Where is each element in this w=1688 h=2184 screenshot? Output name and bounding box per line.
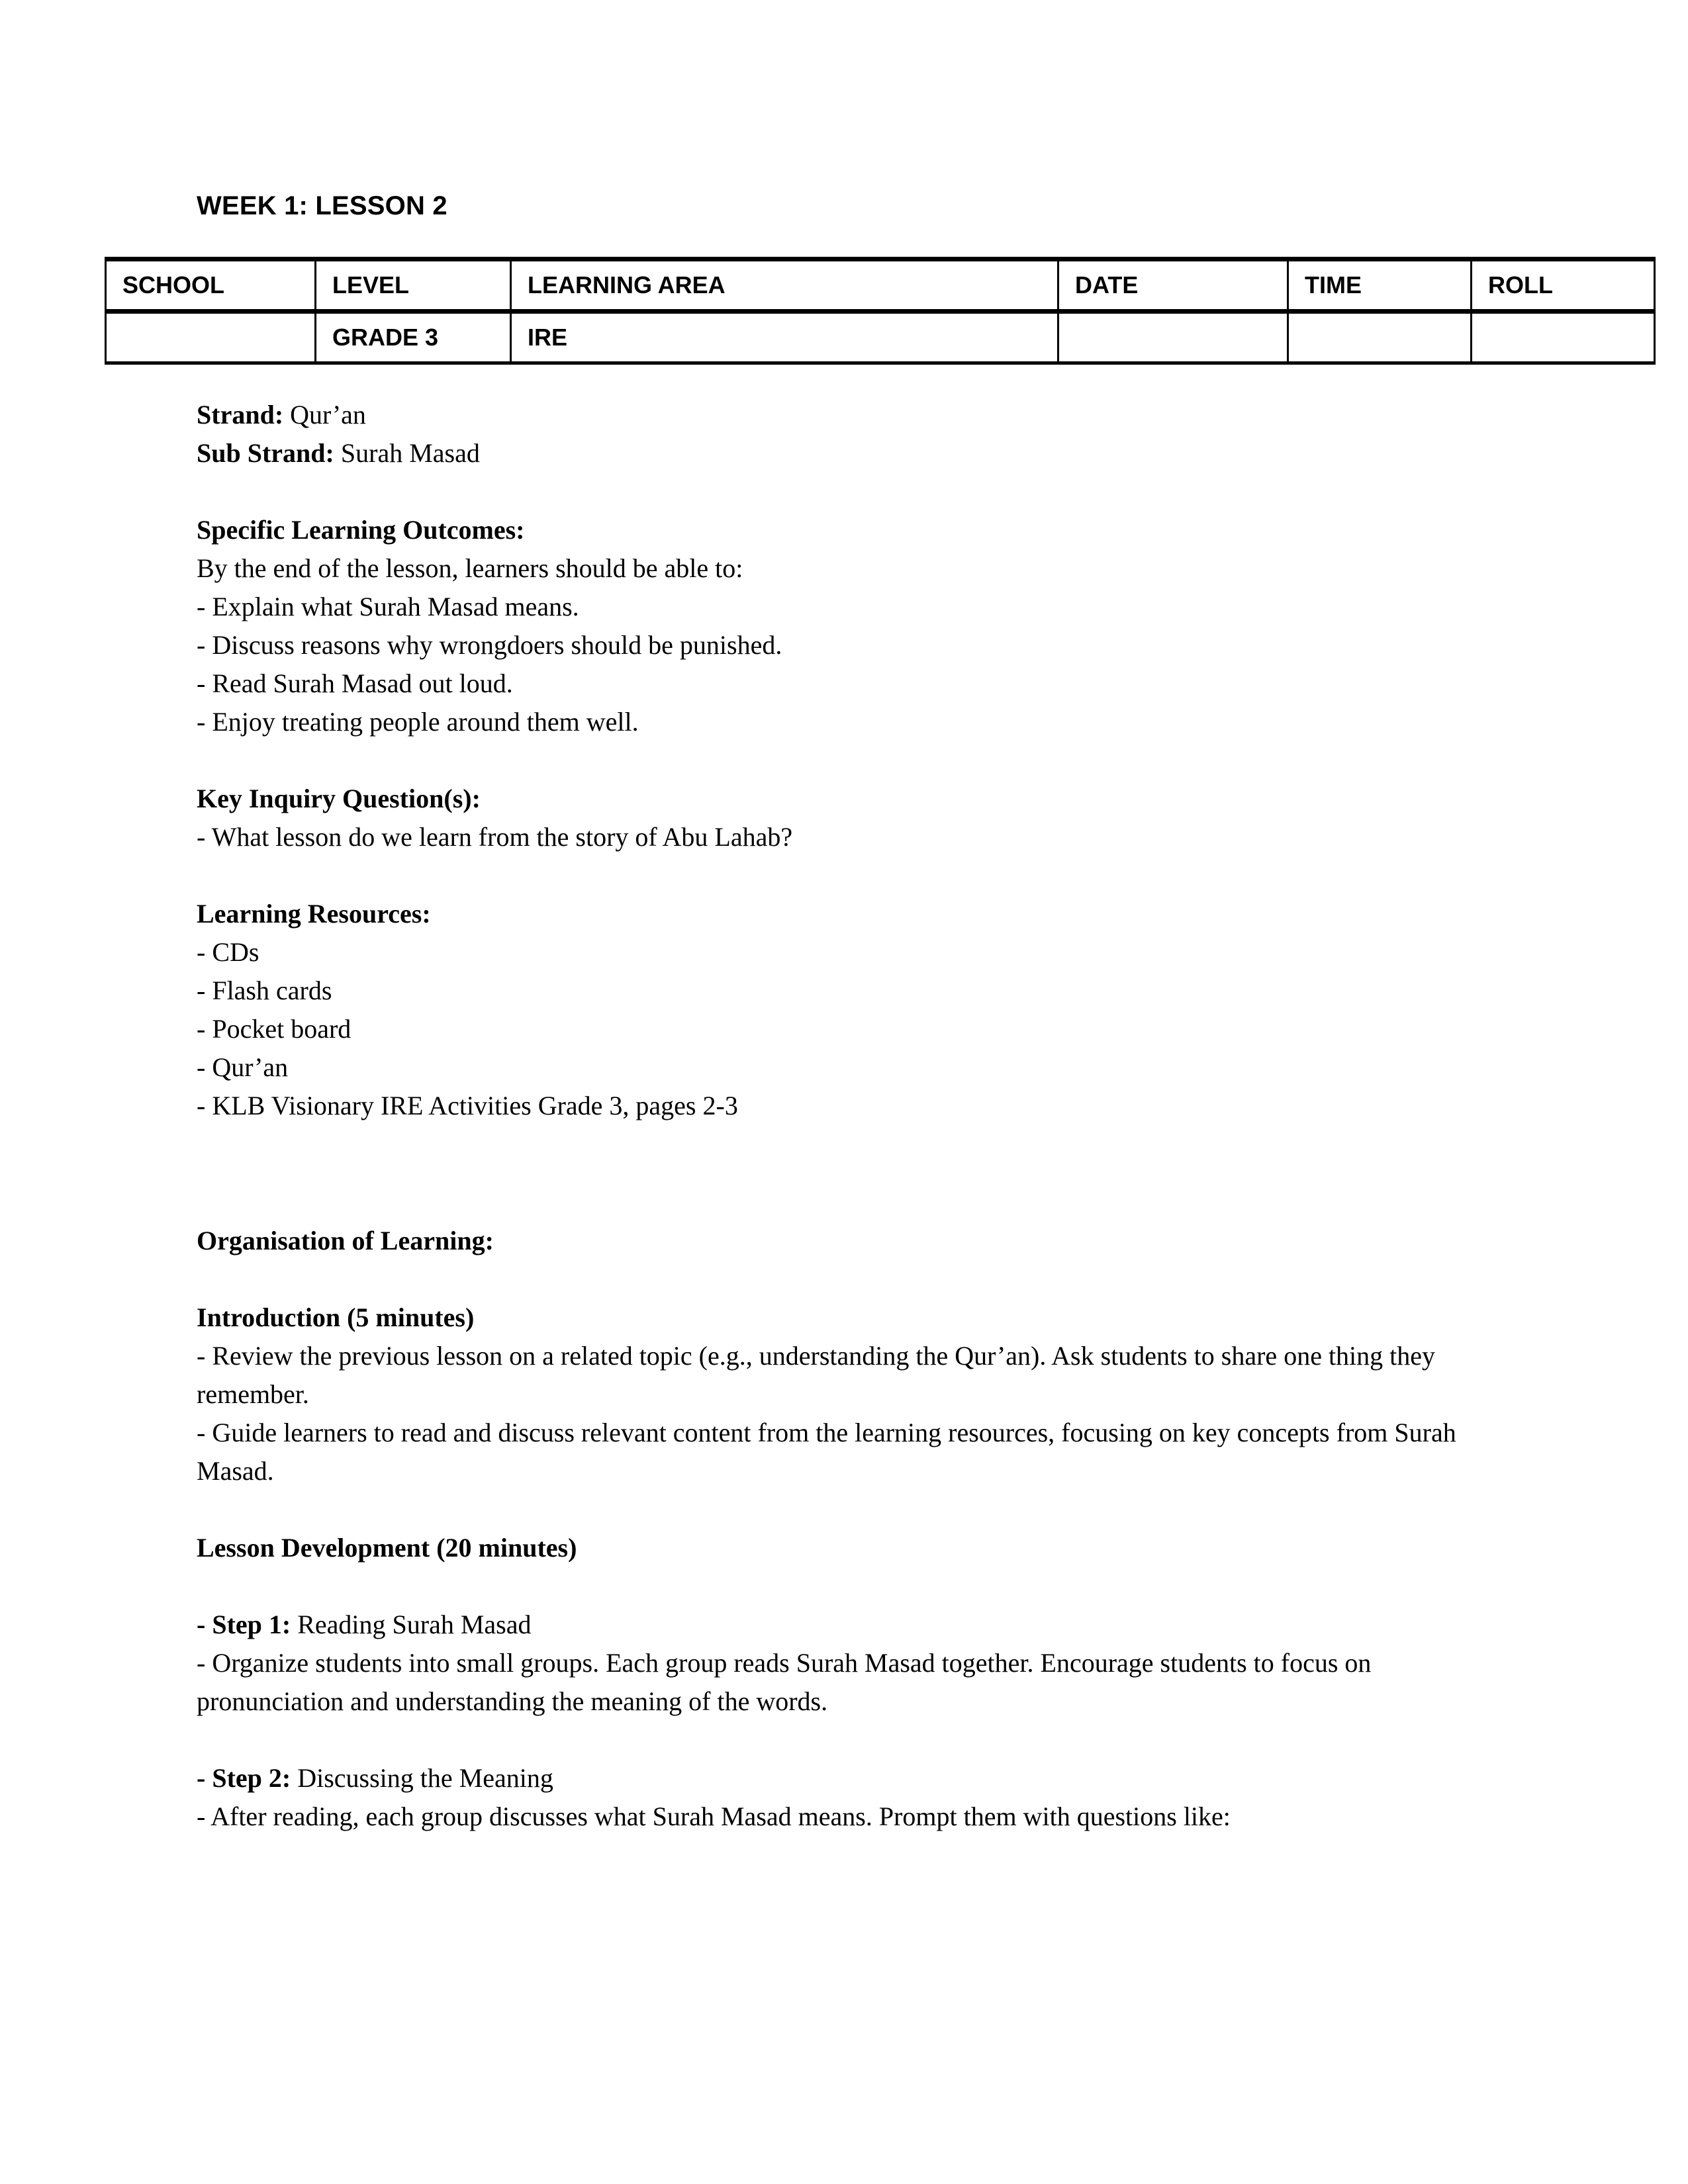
step-1-title: Reading Surah Masad xyxy=(291,1610,532,1639)
step-1-title-line xyxy=(197,1606,1519,1644)
step-2-body: - After reading, each group discusses what Surah Masad means. Prompt them with questions like: xyxy=(197,1801,1231,1831)
document-body xyxy=(197,396,1519,1836)
list-item: - Read Surah Masad out loud. xyxy=(197,668,513,698)
step-1-dash: - xyxy=(197,1610,212,1639)
lesson-development-heading: Lesson Development (20 minutes) xyxy=(197,1533,577,1563)
spacer xyxy=(197,1567,1519,1606)
strand-value: Qur’an xyxy=(283,400,366,430)
paragraph: - Guide learners to read and discuss relevant content from the learning resources, focusing on key concepts from Surah Masad. xyxy=(197,1418,1456,1486)
specific-learning-outcomes-heading: Specific Learning Outcomes: xyxy=(197,515,525,545)
list-item: - Discuss reasons why wrongdoers should be punished. xyxy=(197,630,782,660)
spacer xyxy=(197,1260,1519,1298)
step-2-title-line xyxy=(197,1759,1519,1797)
spacer xyxy=(197,741,1519,780)
strand-label: Strand: xyxy=(197,400,284,430)
table-cell-learning-area[interactable]: IRE xyxy=(511,312,1058,363)
organisation-of-learning-heading: Organisation of Learning: xyxy=(197,1226,494,1255)
step-2-dash: - xyxy=(197,1763,212,1793)
list-item: - Flash cards xyxy=(197,976,332,1005)
strand-line xyxy=(197,396,1519,434)
step-2-title: Discussing the Meaning xyxy=(291,1763,553,1793)
table-header-school: SCHOOL xyxy=(106,259,316,312)
list-item: - Enjoy treating people around them well. xyxy=(197,707,639,737)
spacer xyxy=(197,1490,1519,1529)
spacer xyxy=(197,1125,1519,1222)
sub-strand-value: Surah Masad xyxy=(334,438,480,468)
list-item: - Pocket board xyxy=(197,1014,352,1044)
spacer xyxy=(197,1721,1519,1759)
lesson-info-table xyxy=(105,257,1656,365)
table-header-learning-area: LEARNING AREA xyxy=(511,259,1058,312)
learning-resources-heading: Learning Resources: xyxy=(197,899,431,929)
list-item: - Qur’an xyxy=(197,1052,289,1082)
table-cell-date[interactable] xyxy=(1058,312,1288,363)
spacer xyxy=(197,856,1519,895)
sub-strand-line xyxy=(197,434,1519,473)
table-cell-roll[interactable] xyxy=(1472,312,1655,363)
step-2-label: Step 2: xyxy=(212,1763,291,1793)
introduction-heading: Introduction (5 minutes) xyxy=(197,1302,475,1332)
table-header-level: LEVEL xyxy=(316,259,511,312)
table-row xyxy=(106,312,1655,363)
paragraph: - Review the previous lesson on a related topic (e.g., understanding the Qur’an). Ask students to share one thing they remember. xyxy=(197,1341,1436,1409)
table-header-roll: ROLL xyxy=(1472,259,1655,312)
table-cell-level[interactable]: GRADE 3 xyxy=(316,312,511,363)
sub-strand-label: Sub Strand: xyxy=(197,438,334,468)
table-cell-time[interactable] xyxy=(1288,312,1472,363)
table-header-time: TIME xyxy=(1288,259,1472,312)
list-item: - Explain what Surah Masad means. xyxy=(197,592,579,621)
list-item: - CDs xyxy=(197,937,259,967)
step-1-label: Step 1: xyxy=(212,1610,291,1639)
table-header-row xyxy=(106,259,1655,312)
table-header-date: DATE xyxy=(1058,259,1288,312)
spacer xyxy=(197,473,1519,511)
table-cell-school[interactable] xyxy=(106,312,316,363)
list-item: - What lesson do we learn from the story of Abu Lahab? xyxy=(197,822,793,852)
specific-learning-outcomes-intro: By the end of the lesson, learners should be able to: xyxy=(197,553,743,583)
list-item: - KLB Visionary IRE Activities Grade 3, pages 2-3 xyxy=(197,1091,738,1120)
step-1-body: - Organize students into small groups. Each group reads Surah Masad together. Encourage students to focus on pronunciation and understanding the meaning of the words. xyxy=(197,1648,1372,1716)
key-inquiry-questions-heading: Key Inquiry Question(s): xyxy=(197,784,481,813)
page-title: WEEK 1: LESSON 2 xyxy=(197,191,447,220)
lesson-info-table-wrapper xyxy=(105,257,1553,365)
